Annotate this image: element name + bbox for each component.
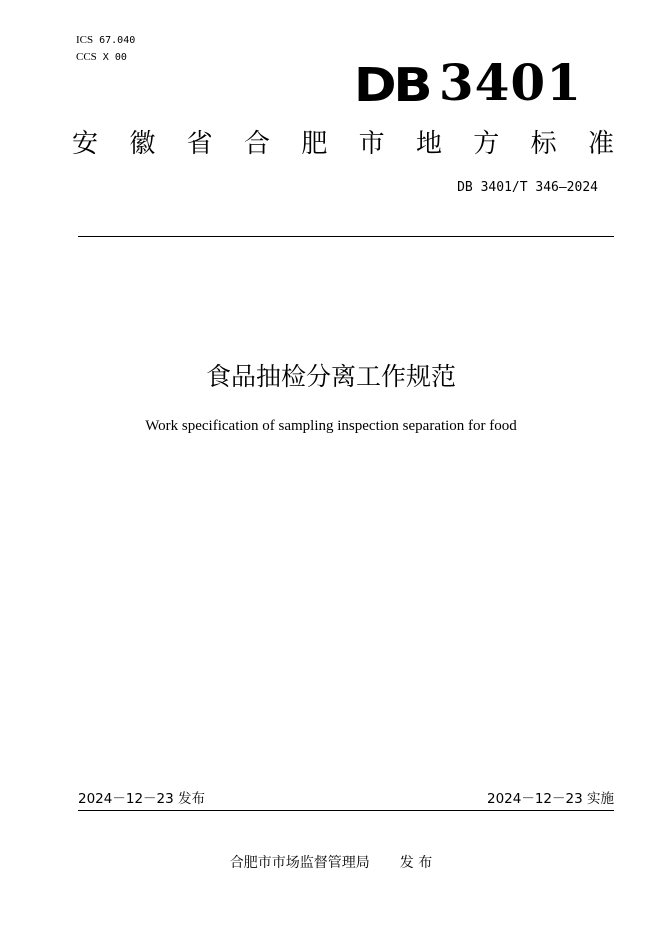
standard-type-char: 安 [72,129,99,159]
standard-type-char: 合 [243,129,270,159]
implementation-date: 2024－12－23 实施 [486,791,614,807]
ics-row [76,32,135,49]
classification-block [76,32,135,66]
standard-type-char: 标 [530,129,557,159]
db-logo-number: 3401 [438,53,582,112]
ccs-code: X 00 [102,52,127,63]
issuer-action: 发 布 [399,855,433,871]
ics-label: ICS [76,34,94,46]
ccs-label: CCS [76,51,97,63]
standard-type-char: 徽 [129,129,156,159]
ics-code: 67.040 [99,35,136,46]
standard-type-char: 肥 [301,129,328,159]
standard-type-char: 市 [358,129,385,159]
issue-date: 2024－12－23 发布 [78,791,206,807]
standard-type-heading [72,128,614,160]
top-divider [78,236,614,237]
issuer-name: 合肥市市场监督管理局 [229,855,370,871]
standard-type-char: 方 [473,129,500,159]
document-title-chinese: 食品抽检分离工作规范 [205,362,456,391]
standard-number: DB 3401/T 346—2024 [457,180,598,195]
standard-type-char: 准 [587,129,614,159]
ccs-row [76,49,135,66]
standard-type-char: 地 [415,129,442,159]
db-logo-prefix: DB [353,58,429,112]
bottom-divider [78,810,614,811]
db-logo [353,53,582,112]
standard-type-char: 省 [186,129,213,159]
issuer-line [0,854,662,872]
document-title-english: Work specification of sampling inspection separation for food [145,418,517,434]
